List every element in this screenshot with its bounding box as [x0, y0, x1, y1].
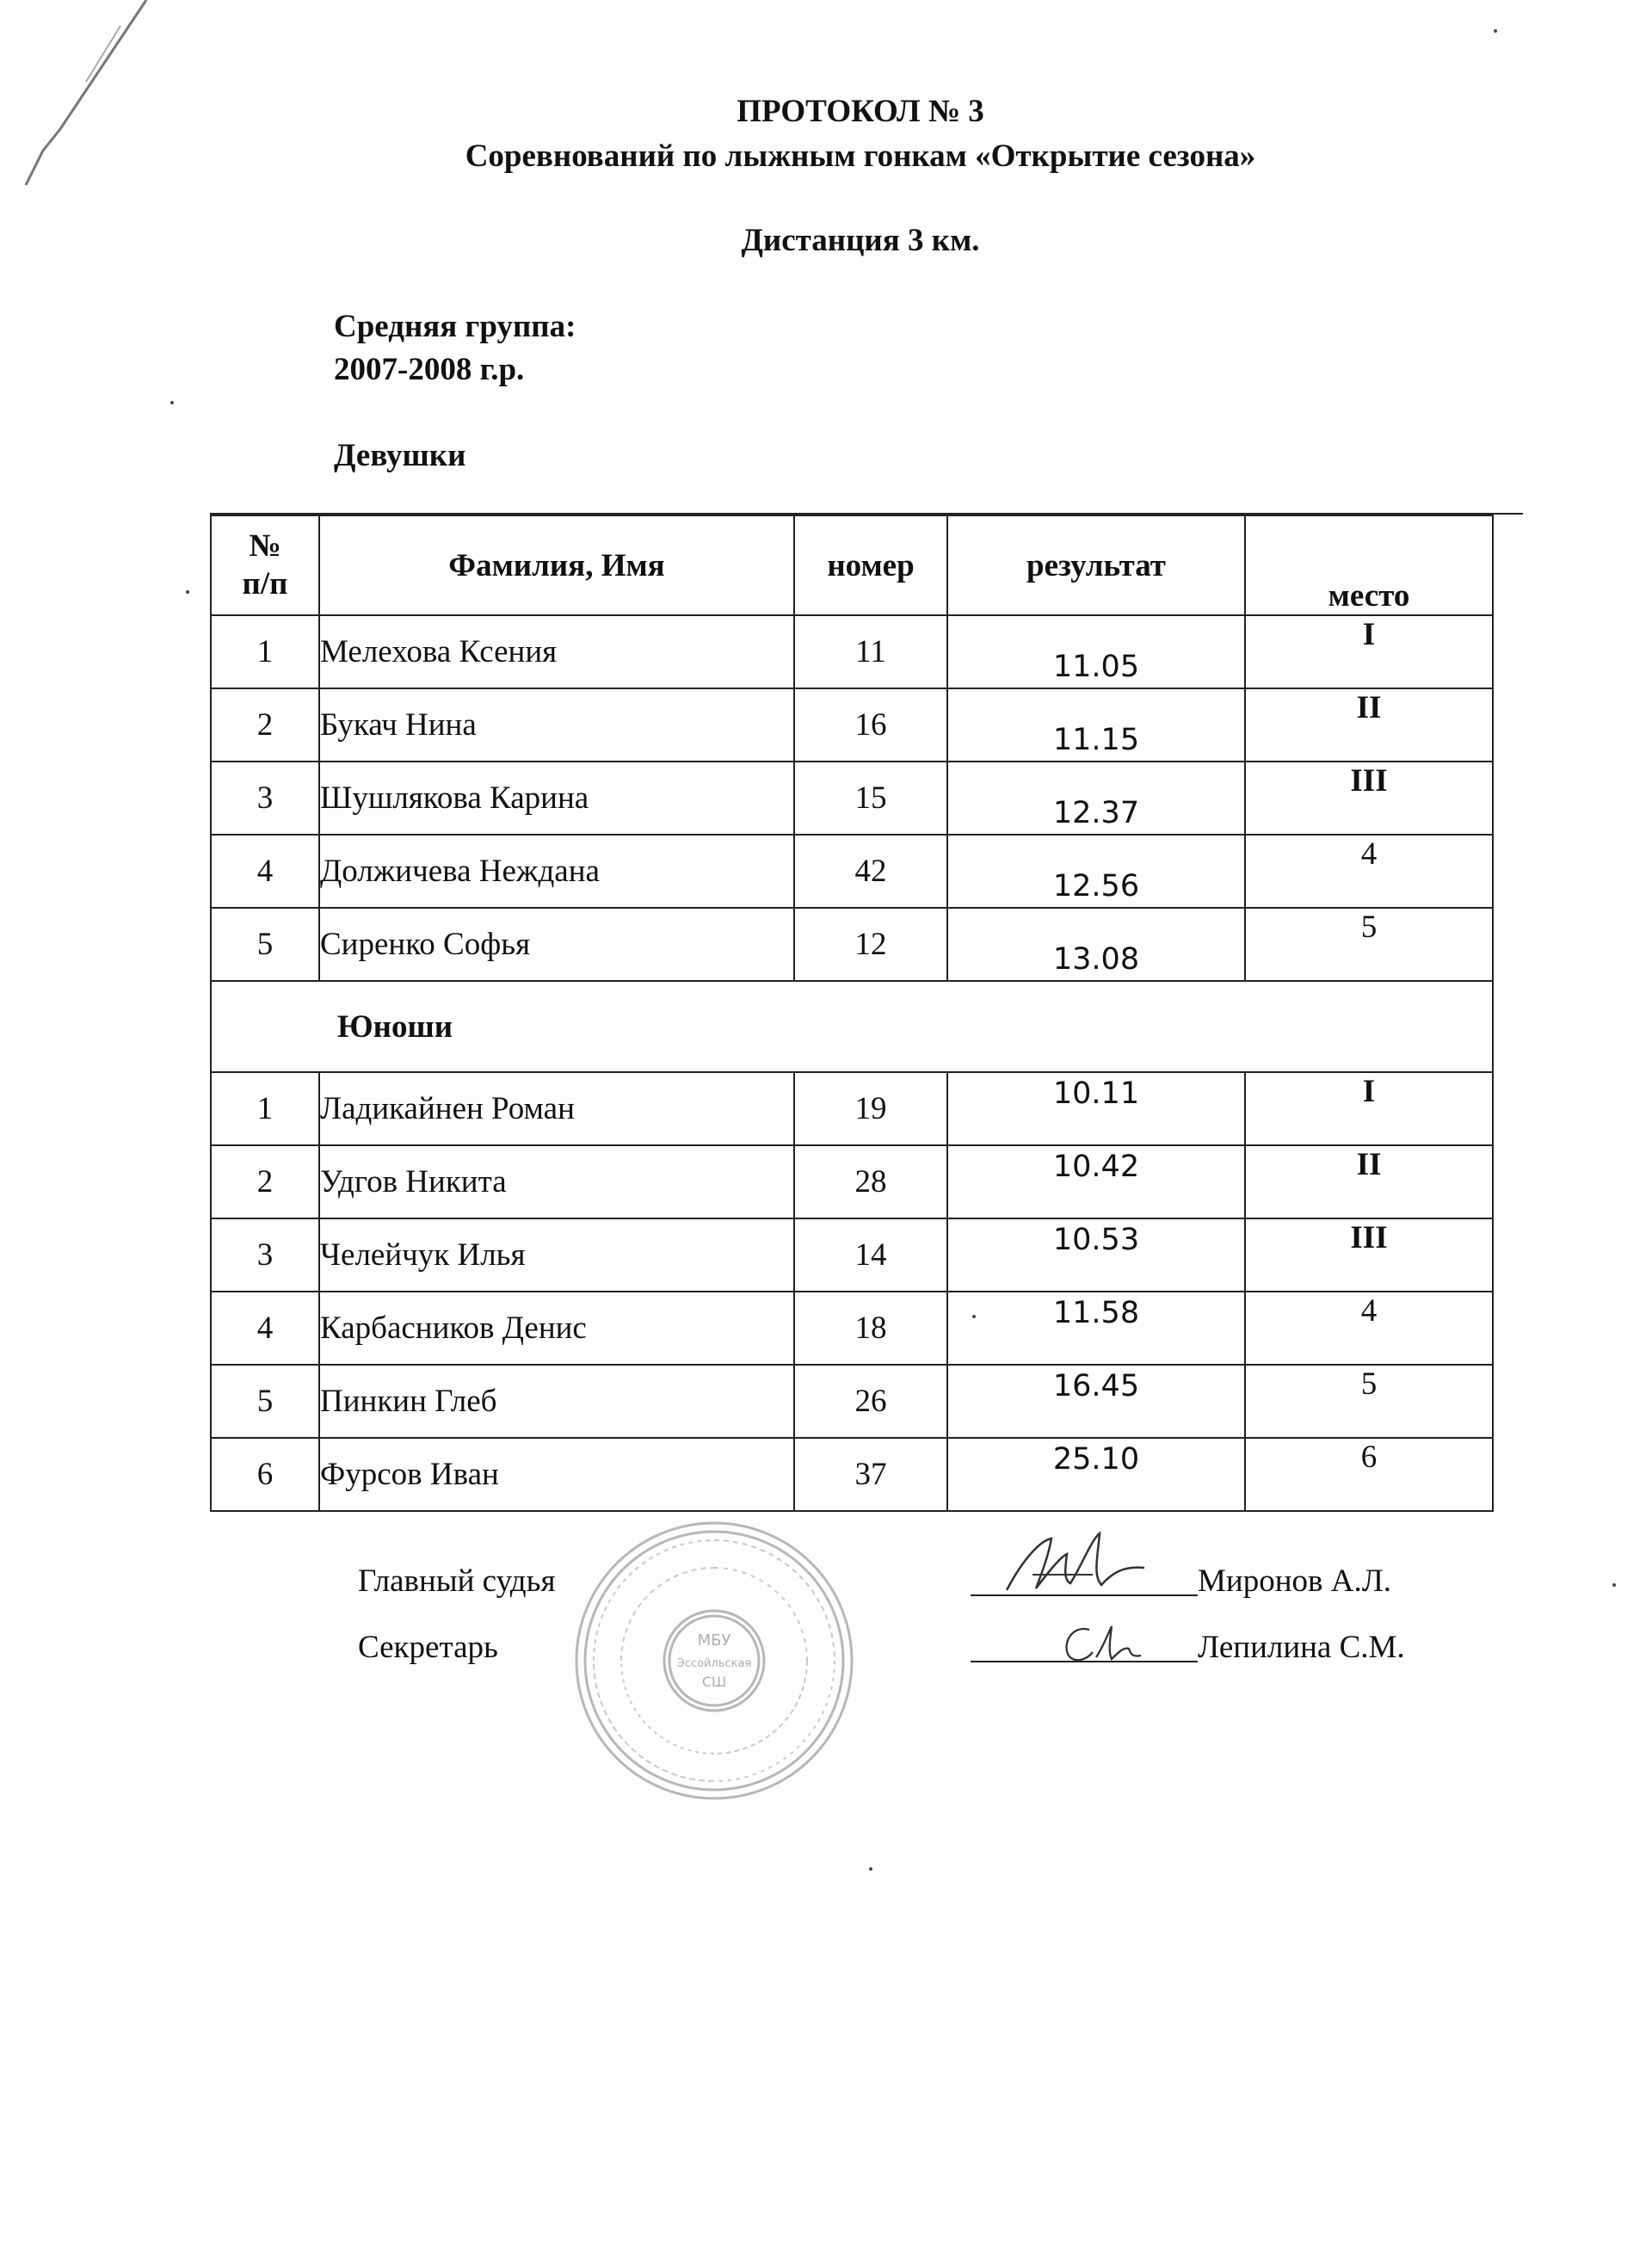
bib-number: 37 — [794, 1438, 947, 1511]
document-title: ПРОТОКОЛ № 3 — [737, 94, 984, 129]
athlete-name: Мелехова Ксения — [319, 615, 794, 688]
row-number: 3 — [211, 762, 319, 835]
place: 6 — [1245, 1438, 1493, 1511]
row-number: 5 — [211, 908, 319, 981]
result-time: 10.42 — [947, 1145, 1245, 1218]
table-row — [211, 615, 1493, 688]
organization-stamp — [568, 1514, 860, 1807]
place: II — [1245, 1145, 1493, 1218]
distance-label: Дистанция 3 км. — [741, 223, 980, 258]
row-number: 1 — [211, 1072, 319, 1145]
girls-heading: Девушки — [334, 438, 466, 473]
row-number: 5 — [211, 1365, 319, 1438]
table-row — [211, 908, 1493, 981]
bib-number: 26 — [794, 1365, 947, 1438]
athlete-name: Удгов Никита — [319, 1145, 794, 1218]
stamp-line-1: МБУ — [697, 1631, 731, 1650]
result-time: 12.37 — [947, 762, 1245, 835]
bib-number: 19 — [794, 1072, 947, 1145]
place: I — [1245, 1072, 1493, 1145]
header-number — [211, 515, 319, 615]
scan-speck — [869, 1867, 872, 1871]
stamp-line-3: СШ — [701, 1674, 727, 1690]
judge-label: Главный судья — [358, 1563, 556, 1599]
judge-name: Миронов А.Л. — [1198, 1563, 1392, 1599]
bib-number: 42 — [794, 835, 947, 908]
header-bib: номер — [794, 515, 947, 615]
table-row — [211, 1072, 1493, 1145]
result-time: 10.53 — [947, 1218, 1245, 1292]
header-number-symbol: № — [249, 528, 281, 564]
place: II — [1245, 688, 1493, 762]
table-header-row — [211, 515, 1493, 615]
header-result: результат — [947, 515, 1245, 615]
result-time: 11.05 — [947, 615, 1245, 688]
athlete-name: Карбасников Денис — [319, 1292, 794, 1365]
place: 4 — [1245, 835, 1493, 908]
result-time: 16.45 — [947, 1365, 1245, 1438]
scan-speck — [1494, 29, 1497, 33]
table-row — [211, 1145, 1493, 1218]
table-row — [211, 1365, 1493, 1438]
secretary-label: Секретарь — [358, 1630, 498, 1665]
athlete-name: Должичева Неждана — [319, 835, 794, 908]
result-time: 12.56 — [947, 835, 1245, 908]
result-time: 10.11 — [947, 1072, 1245, 1145]
athlete-name: Сиренко Софья — [319, 908, 794, 981]
result-time: 13.08 — [947, 908, 1245, 981]
athlete-name: Шушлякова Карина — [319, 762, 794, 835]
scan-speck — [1612, 1583, 1616, 1587]
place: 5 — [1245, 908, 1493, 981]
header-number-abbr: п/п — [242, 566, 288, 601]
document-subtitle: Соревнований по лыжным гонкам «Открытие сезона» — [465, 139, 1256, 174]
bib-number: 16 — [794, 688, 947, 762]
place: 4 — [1245, 1292, 1493, 1365]
bib-number: 28 — [794, 1145, 947, 1218]
secretary-name: Лепилина С.М. — [1198, 1630, 1405, 1665]
athlete-name: Челейчук Илья — [319, 1218, 794, 1292]
athlete-name: Пинкин Глеб — [319, 1365, 794, 1438]
row-number: 4 — [211, 835, 319, 908]
table-row — [211, 1292, 1493, 1365]
boys-heading: Юноши — [211, 981, 1493, 1072]
result-time: 11.58 — [947, 1292, 1245, 1365]
secretary-signature — [1055, 1618, 1150, 1669]
result-time: 25.10 — [947, 1438, 1245, 1511]
table-row — [211, 1438, 1493, 1511]
bib-number: 12 — [794, 908, 947, 981]
scan-speck — [170, 401, 174, 404]
judge-signature — [998, 1523, 1153, 1600]
results-table — [210, 515, 1494, 1512]
group-label: Средняя группа: — [334, 309, 576, 344]
place: III — [1245, 1218, 1493, 1292]
place: III — [1245, 762, 1493, 835]
table-row — [211, 762, 1493, 835]
result-time: 11.15 — [947, 688, 1245, 762]
header-name: Фамилия, Имя — [319, 515, 794, 615]
row-number: 4 — [211, 1292, 319, 1365]
bib-number: 11 — [794, 615, 947, 688]
place: 5 — [1245, 1365, 1493, 1438]
stamp-line-2: Эссойльская — [676, 1657, 752, 1670]
row-number: 3 — [211, 1218, 319, 1292]
bib-number: 18 — [794, 1292, 947, 1365]
row-number: 1 — [211, 615, 319, 688]
place: I — [1245, 615, 1493, 688]
row-number: 2 — [211, 688, 319, 762]
header-place: место — [1245, 515, 1493, 615]
row-number: 6 — [211, 1438, 319, 1511]
athlete-name: Ладикайнен Роман — [319, 1072, 794, 1145]
boys-section-row — [211, 981, 1493, 1072]
table-row — [211, 688, 1493, 762]
athlete-name: Букач Нина — [319, 688, 794, 762]
table-row — [211, 1218, 1493, 1292]
group-years: 2007-2008 г.р. — [334, 352, 525, 387]
bib-number: 15 — [794, 762, 947, 835]
bib-number: 14 — [794, 1218, 947, 1292]
table-row — [211, 835, 1493, 908]
athlete-name: Фурсов Иван — [319, 1438, 794, 1511]
row-number: 2 — [211, 1145, 319, 1218]
scan-speck — [186, 590, 189, 594]
